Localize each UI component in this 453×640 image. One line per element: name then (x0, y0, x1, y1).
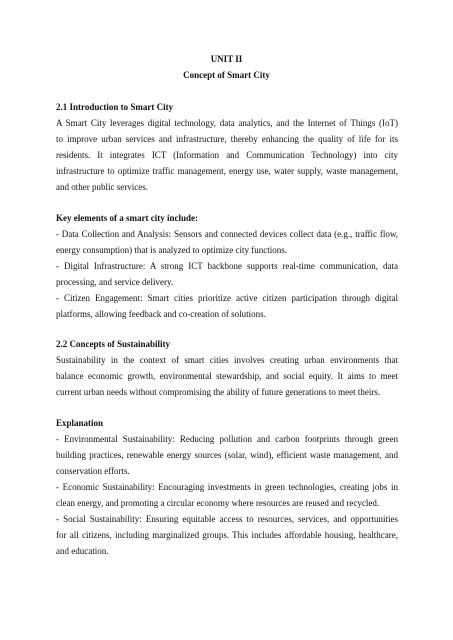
unit-label: UNIT II (210, 54, 243, 64)
key-element-line-5: - Citizen Engagement: Smart cities prioritize active citizen participation through digital (56, 293, 398, 303)
explanation-line-7: for all citizens, including marginalized groups. This includes affordable housing, healthcare, (56, 530, 398, 540)
key-element-line-3: - Digital Infrastructure: A strong ICT backbone supports real-time communication, data (56, 261, 398, 271)
intro-line-1: A Smart City leverages digital technology, data analytics, and the Internet of Things (IoT) (56, 118, 398, 128)
explanation-line-3: conservation efforts. (56, 466, 130, 476)
sustainability-line-3: current urban needs without compromising the ability of future generations to meet theirs. (56, 387, 381, 397)
sustainability-line-1: Sustainability in the context of smart cities involves creating urban environments that (56, 355, 398, 365)
key-element-line-2: energy consumption) that is analyzed to optimize city functions. (56, 245, 288, 255)
key-element-line-1: - Data Collection and Analysis: Sensors and connected devices collect data (e.g., traffic flow, (56, 229, 398, 239)
intro-line-3: residents. It integrates ICT (Information and Communication Technology) into city (56, 150, 398, 160)
key-elements-heading: Key elements of a smart city include: (56, 213, 198, 223)
explanation-line-2: building practices, renewable energy sources (solar, wind), efficient waste management, and (56, 450, 398, 460)
explanation-line-6: - Social Sustainability: Ensuring equitable access to resources, services, and opportunities (56, 514, 398, 524)
intro-line-2: to improve urban services and infrastructure, thereby enhancing the quality of life for its (56, 134, 398, 144)
page-title: Concept of Smart City (183, 70, 270, 80)
explanation-line-5: clean energy, and promoting a circular economy where resources are reused and recycled. (56, 498, 380, 508)
section-heading-introduction: 2.1 Introduction to Smart City (56, 102, 174, 112)
section-heading-sustainability: 2.2 Concepts of Sustainability (56, 339, 171, 349)
key-element-line-4: processing, and service delivery. (56, 277, 174, 287)
explanation-heading: Explanation (56, 418, 104, 428)
sustainability-line-2: balance economic growth, environmental stewardship, and social equity. It aims to meet (56, 371, 398, 381)
intro-line-5: and other public services. (56, 182, 148, 192)
explanation-line-4: - Economic Sustainability: Encouraging investments in green technologies, creating jobs in (56, 482, 398, 492)
explanation-line-8: and education. (56, 546, 109, 556)
explanation-line-1: - Environmental Sustainability: Reducing pollution and carbon footprints through green (56, 434, 398, 444)
key-element-line-6: platforms, allowing feedback and co-creation of solutions. (56, 309, 266, 319)
intro-line-4: infrastructure to optimize traffic management, energy use, water supply, waste management, (56, 166, 398, 176)
